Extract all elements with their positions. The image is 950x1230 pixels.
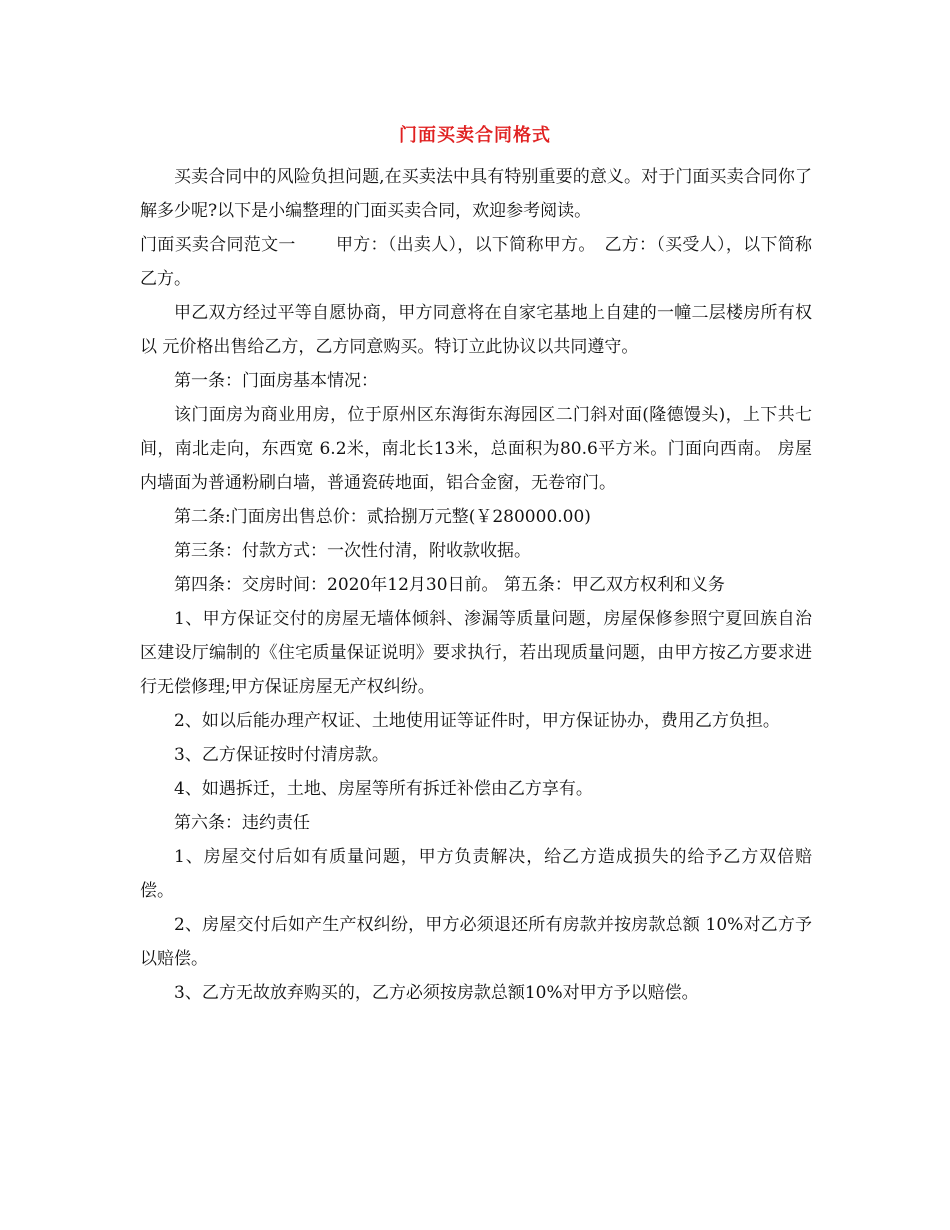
article-2: 第二条:门面房出售总价：贰拾捌万元整(￥280000.00) bbox=[174, 507, 591, 527]
article-5-item-2: 2、如以后能办理产权证、土地使用证等证件时，甲方保证协办，费用乙方负担。 bbox=[174, 711, 780, 731]
document-body bbox=[140, 160, 812, 1010]
article-4-5: 第四条：交房时间：2020年12月30日前。 第五条：甲乙双方权利和义务 bbox=[174, 575, 725, 595]
document-title: 门面买卖合同格式 bbox=[399, 125, 551, 146]
article-5-item-4: 4、如遇拆迁，土地、房屋等所有拆迁补偿由乙方享有。 bbox=[174, 779, 593, 799]
parties-paragraph: 门面买卖合同范文一 甲方：（出卖人），以下简称甲方。 乙方：（买受人），以下简称乙方。 bbox=[140, 235, 812, 289]
intro-paragraph: 买卖合同中的风险负担问题,在买卖法中具有特别重要的意义。对于门面买卖合同你了解多少呢?以下是小编整理的门面买卖合同，欢迎参考阅读。 bbox=[140, 167, 812, 221]
article-1-body: 该门面房为商业用房，位于原州区东海街东海园区二门斜对面(隆德馒头)，上下共七间，南北走向，东西宽 6.2米，南北长13米，总面积为80.6平方米。门面向西南。 房屋内墙面为普通粉刷白墙，普通瓷砖地面，铝合金窗，无卷帘门。 bbox=[140, 405, 812, 493]
article-6-item-3: 3、乙方无故放弃购买的，乙方必须按房款总额10%对甲方予以赔偿。 bbox=[174, 983, 699, 1003]
article-6-heading: 第六条：违约责任 bbox=[174, 813, 310, 833]
agreement-paragraph: 甲乙双方经过平等自愿协商，甲方同意将在自家宅基地上自建的一幢二层楼房所有权以 元价格出售给乙方，乙方同意购买。特订立此协议以共同遵守。 bbox=[140, 303, 812, 357]
article-3: 第三条：付款方式：一次性付清，附收款收据。 bbox=[174, 541, 531, 561]
article-6-item-1: 1、房屋交付后如有质量问题，甲方负责解决，给乙方造成损失的给予乙方双倍赔偿。 bbox=[140, 847, 812, 901]
article-5-item-1: 1、甲方保证交付的房屋无墙体倾斜、渗漏等质量问题，房屋保修参照宁夏回族自治区建设厅编制的《住宅质量保证说明》要求执行，若出现质量问题，由甲方按乙方要求进行无偿修理;甲方保证房屋无产权纠纷。 bbox=[140, 609, 812, 697]
article-6-item-2: 2、房屋交付后如产生产权纠纷，甲方必须退还所有房款并按房款总额 10%对乙方予以赔偿。 bbox=[140, 915, 812, 969]
article-1-heading: 第一条：门面房基本情况： bbox=[174, 371, 378, 391]
article-5-item-3: 3、乙方保证按时付清房款。 bbox=[174, 745, 389, 765]
